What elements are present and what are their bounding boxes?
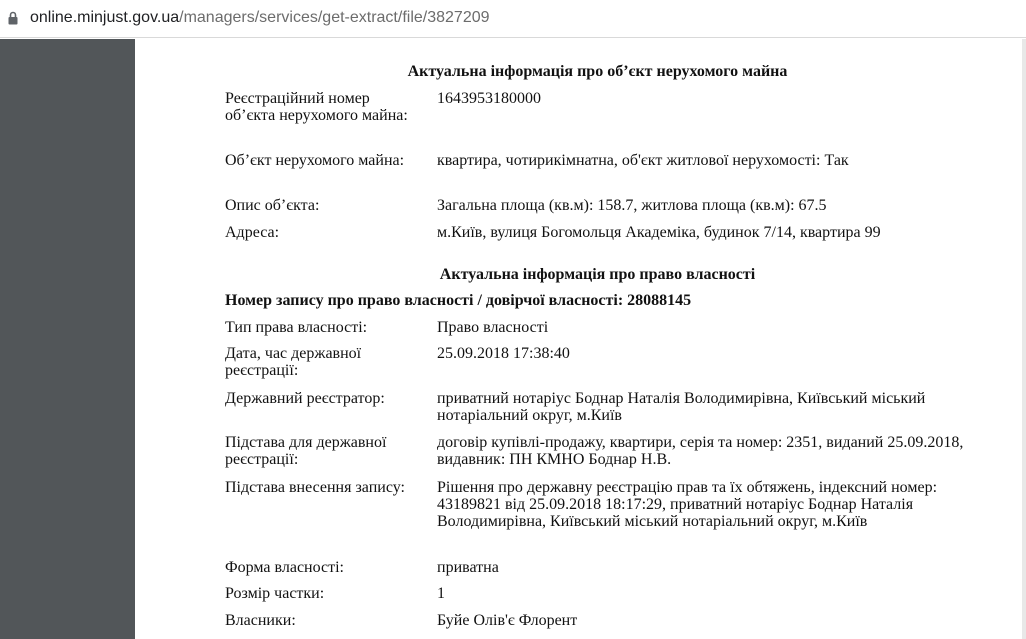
ownership-row-value: Буйе Олів'є Флорент xyxy=(437,612,578,629)
object-row-value: квартира, чотирикімнатна, об'єкт житлової нерухомості: Так xyxy=(437,152,849,169)
object-row-label: Реєстраційний номер об’єкта нерухомого майна: xyxy=(225,90,408,124)
ownership-record-number: Номер запису про право власності / довірчої власності: 28088145 xyxy=(225,292,692,309)
viewer-sidebar xyxy=(0,39,135,639)
object-row-value: Загальна площа (кв.м): 158.7, житлова площа (кв.м): 67.5 xyxy=(437,197,827,214)
ownership-row-value: приватна xyxy=(437,559,499,576)
ownership-row-label: Форма власності: xyxy=(225,559,344,576)
ownership-row-value: 1 xyxy=(437,585,445,602)
ownership-row-label: Розмір частки: xyxy=(225,585,325,602)
ownership-row-label: Підстава внесення запису: xyxy=(225,479,405,496)
url-host: online.minjust.gov.ua xyxy=(30,9,180,26)
scrollbar[interactable] xyxy=(1022,39,1026,639)
url-text[interactable] xyxy=(30,8,490,28)
object-row-label: Опис об’єкта: xyxy=(225,197,320,214)
ownership-row-value: договір купівлі-продажу, квартири, серія та номер: 2351, виданий 25.09.2018, видавник: ПН КМНО Боднар Н.В. xyxy=(437,434,964,468)
ownership-row-value: Право власності xyxy=(437,319,549,336)
ownership-row-value: 25.09.2018 17:38:40 xyxy=(437,345,570,362)
lock-icon[interactable] xyxy=(8,11,18,25)
object-row-value: 1643953180000 xyxy=(437,90,541,107)
ownership-row-value: приватний нотаріус Боднар Наталія Володимирівна, Київський міський нотаріальний округ, м.Київ xyxy=(437,390,926,424)
ownership-row-label: Дата, час державної реєстрації: xyxy=(225,345,362,379)
object-row-label: Адреса: xyxy=(225,224,280,241)
ownership-row-value: Рішення про державну реєстрацію прав та їх обтяжень, індексний номер: 43189821 від 25.09.2018 18:17:29, приватний нотаріус Боднар Наталія Володимирівна, Київський міський нотаріальний округ, м.Київ xyxy=(437,479,938,530)
document-page xyxy=(135,39,1022,639)
ownership-row-label: Тип права власності: xyxy=(225,319,368,336)
ownership-section-title: Актуальна інформація про право власності xyxy=(439,266,756,283)
object-section-title: Актуальна інформація про об’єкт нерухомого майна xyxy=(407,63,788,80)
address-bar[interactable] xyxy=(0,0,1026,38)
object-row-label: Об’єкт нерухомого майна: xyxy=(225,152,405,169)
ownership-row-label: Власники: xyxy=(225,612,296,629)
url-path: /managers/services/get-extract/file/3827209 xyxy=(179,9,490,26)
ownership-row-label: Державний реєстратор: xyxy=(225,390,385,407)
ownership-row-label: Підстава для державної реєстрації: xyxy=(225,434,387,468)
object-row-value: м.Київ, вулиця Богомольця Академіка, будинок 7/14, квартира 99 xyxy=(437,224,881,241)
